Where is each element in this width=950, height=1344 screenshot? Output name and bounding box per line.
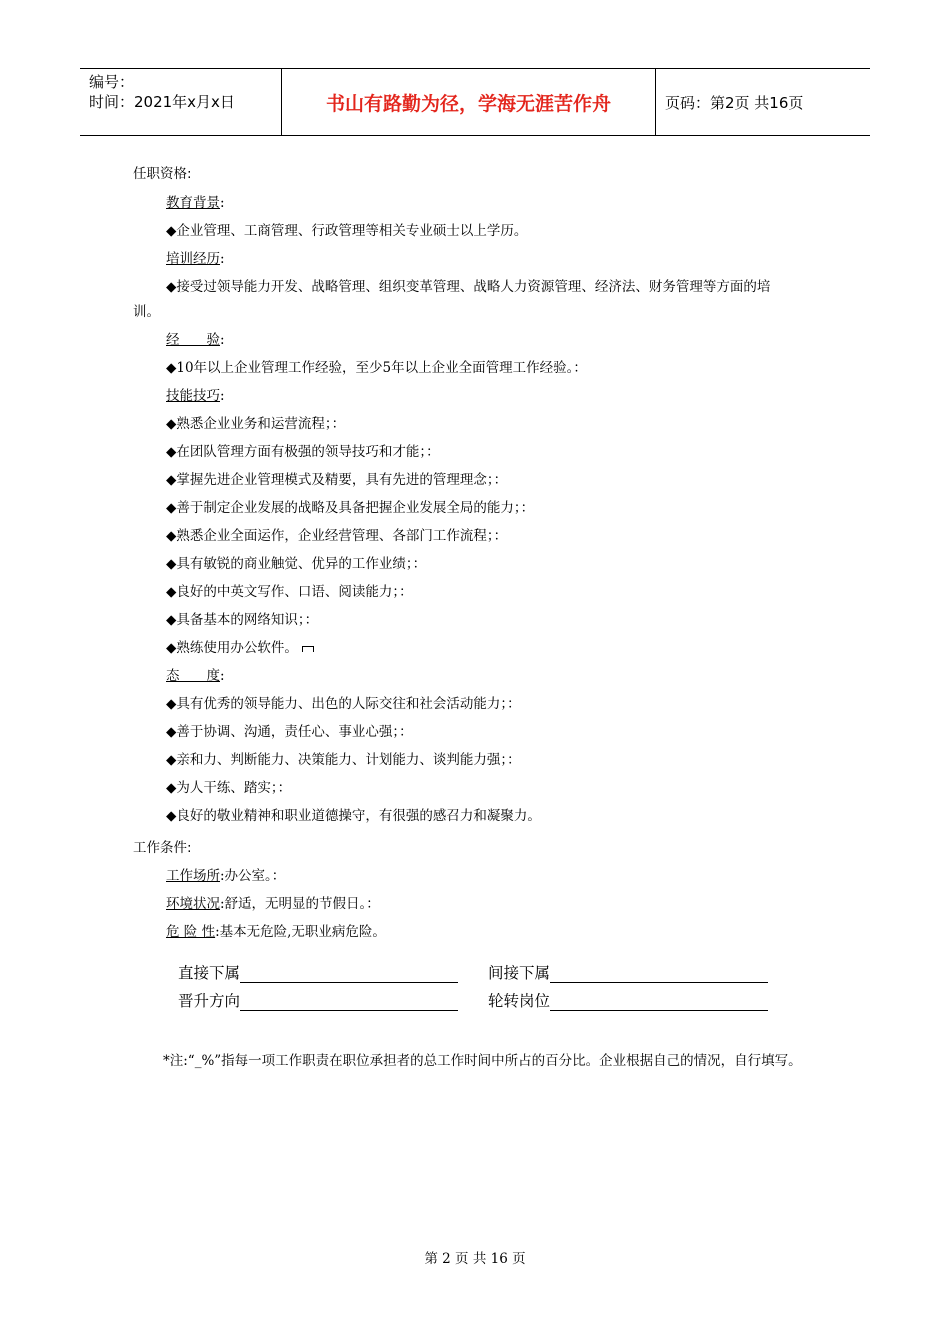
subsection-training: 培训经历: [166, 251, 225, 267]
subsection-training-title: 培训经历 [166, 251, 220, 267]
section-title-work-conditions: 工作条件: [133, 840, 192, 856]
direct-subordinate-label: 直接下属 [178, 964, 241, 982]
bullet-item: ◆熟悉企业业务和运营流程；： [166, 416, 346, 432]
subsection-skills-title: 技能技巧 [166, 388, 220, 404]
subsection-skills: 技能技巧: [166, 388, 225, 404]
bullet-item: ◆具备基本的网络知识；： [166, 612, 319, 628]
rotation-field [488, 991, 768, 1011]
work-place-label: 工作场所 [166, 868, 220, 884]
subsection-attitude-title: 态 度 [166, 668, 220, 684]
header-motto: 书山有路勤为径，学海无涯苦作舟 [282, 69, 656, 135]
bullet-item: ◆为人干练、踏实；： [166, 780, 292, 796]
bullet-item-text: ◆熟练使用办公软件。 [166, 640, 298, 656]
subsection-education: 教育背景: [166, 195, 225, 211]
promotion-label: 晋升方向 [178, 992, 241, 1010]
document-number-label: 编号： [89, 73, 135, 91]
bullet-item: ◆亲和力、判断能力、决策能力、计划能力、谈判能力强；： [166, 752, 521, 768]
direct-subordinate-line [240, 965, 458, 983]
header-meta [80, 69, 282, 135]
bullet-item: ◆良好的敬业精神和职业道德操守，有很强的感召力和凝聚力。 [166, 808, 541, 824]
bullet-item: ◆善于协调、沟通，责任心、事业心强；： [166, 724, 413, 740]
footnote: *注:“_%”指每一项工作职责在职位承担者的总工作时间中所占的百分比。企业根据自己的情况，自行填写。 [163, 1053, 802, 1069]
direct-subordinate-field [178, 963, 458, 983]
bullet-item: ◆掌握先进企业管理模式及精要，具有先进的管理理念；： [166, 472, 508, 488]
page-footer: 第 2 页 共 16 页 [424, 1251, 526, 1267]
subsection-experience: 经 验: [166, 332, 225, 348]
bullet-item: ◆具有优秀的领导能力、出色的人际交往和社会活动能力；： [166, 696, 521, 712]
rotation-line [550, 993, 768, 1011]
subsection-experience-title: 经 验 [166, 332, 220, 348]
environment-label: 环境状况 [166, 896, 220, 912]
bullet-item: ◆熟悉企业全面运作，企业经营管理、各部门工作流程；： [166, 528, 508, 544]
bullet-item: ◆善于制定企业发展的战略及具备把握企业发展全局的能力；： [166, 500, 535, 516]
indirect-subordinate-line [550, 965, 768, 983]
bullet-item: ◆接受过领导能力开发、战略管理、组织变革管理、战略人力资源管理、经济法、财务管理等方面的培 [166, 279, 771, 295]
bullet-item: ◆良好的中英文写作、口语、阅读能力；： [166, 584, 413, 600]
subsection-attitude: 态 度: [166, 668, 225, 684]
subsection-education-title: 教育背景 [166, 195, 220, 211]
bullet-item: ◆具有敏锐的商业触觉、优异的工作业绩；： [166, 556, 427, 572]
bullet-item-continued: 训。 [133, 304, 160, 320]
work-place [166, 867, 285, 885]
rotation-label: 轮转岗位 [488, 992, 551, 1010]
section-title-qualifications: 任职资格: [133, 166, 192, 182]
header-page-info: 页码：第2页 共16页 [665, 93, 804, 112]
page-header [80, 68, 870, 136]
indirect-subordinate-field [488, 963, 768, 983]
environment-value: :舒适，无明显的节假日。： [220, 896, 380, 912]
document-time-label: 时间：2021年x月x日 [89, 93, 235, 111]
work-place-value: :办公室。： [220, 868, 286, 884]
bullet-item: ◆在团队管理方面有极强的领导技巧和才能；： [166, 444, 440, 460]
indirect-subordinate-label: 间接下属 [488, 964, 551, 982]
risk [166, 923, 386, 941]
paragraph-mark-icon [302, 646, 314, 652]
risk-label: 危 险 性 [166, 924, 216, 940]
promotion-line [240, 993, 458, 1011]
bullet-item [166, 639, 314, 657]
bullet-item: ◆10年以上企业管理工作经验，至少5年以上企业全面管理工作经验。： [166, 360, 587, 376]
risk-value: :基本无危险,无职业病危险。 [215, 924, 386, 940]
promotion-field [178, 991, 458, 1011]
environment [166, 895, 380, 913]
bullet-item: ◆企业管理、工商管理、行政管理等相关专业硕士以上学历。 [166, 223, 528, 239]
